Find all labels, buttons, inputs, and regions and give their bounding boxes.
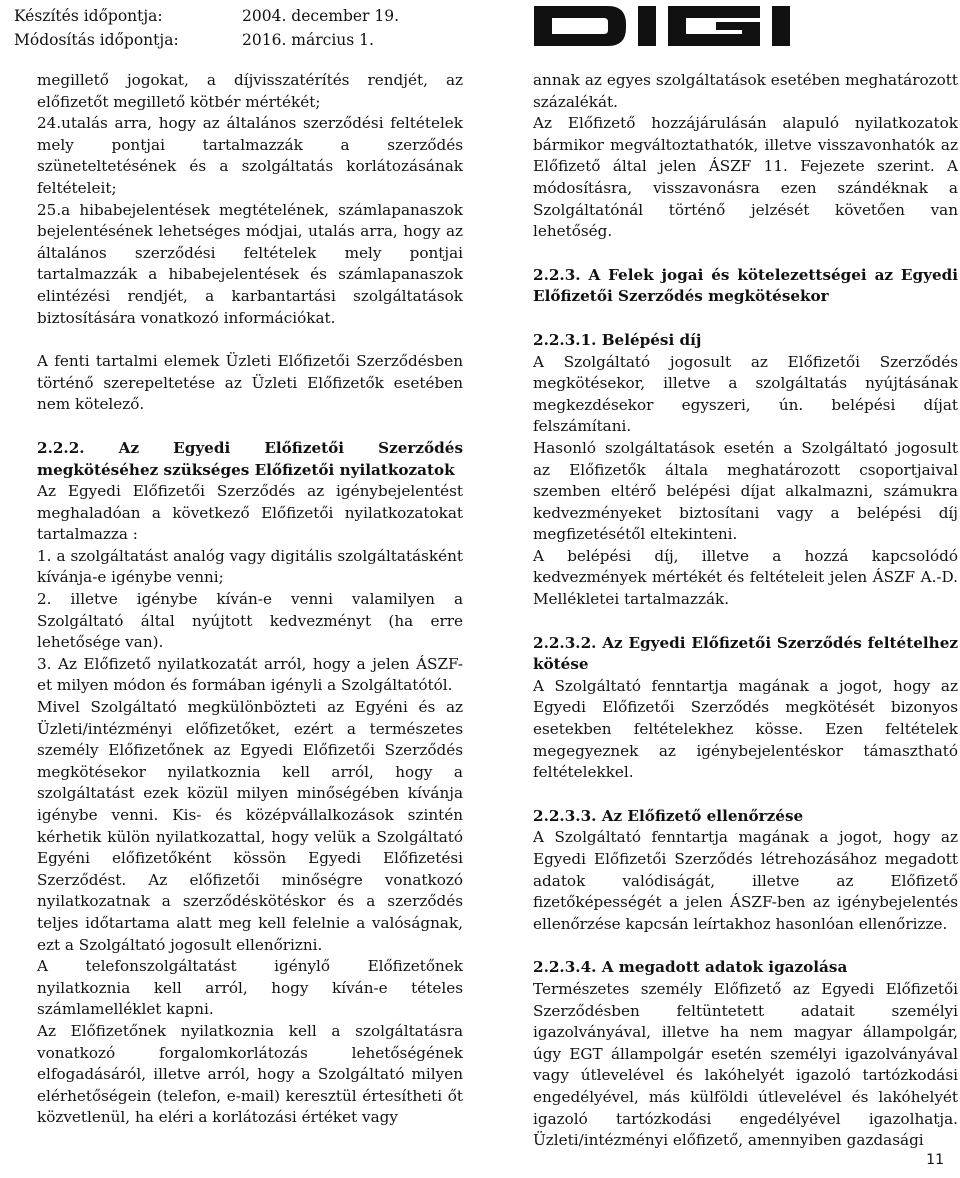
created-line (14, 6, 399, 26)
section-heading: 2.2.2. Az Egyedi Előfizetői Szerződés megkötéséhez szükséges Előfizetői nyilatkozatok (37, 438, 463, 479)
paragraph: A Szolgáltató fenntartja magának a jogot, hogy az Egyedi Előfizetői Szerződés megkötését bizonyos esetekben feltételekhez kösse. Ezen feltételek megegyeznek az igénybejelentéskor támasztható feltételekkel. (533, 676, 958, 782)
created-label: Készítés időpontja: (14, 7, 163, 25)
paragraph: Az Előfizető hozzájárulásán alapuló nyilatkozatok bármikor megváltoztathatók, illetve visszavonhatók az Előfizető által jelen ÁSZF 11. Fejezete szerint. A módosításra, visszavonásra ezen szándéknak a Szolgáltatónál történő jelzését követően van lehetőség. (533, 114, 958, 241)
paragraph: A fenti tartalmi elemek Üzleti Előfizetői Szerződésben történő szerepeltetése az Üzleti Előfizetők esetében nem kötelező. (37, 352, 463, 414)
list-item: 2. illetve igénybe kíván-e venni valamilyen a Szolgáltató által nyújtott kedvezményt (ha erre lehetősége van). (37, 590, 463, 652)
subsection-heading: 2.2.3.1. Belépési díj (533, 330, 702, 349)
paragraph: Az Egyedi Előfizetői Szerződés az igénybejelentést meghaladóan a következő Előfizetői nyilatkozatokat tartalmazza : (37, 482, 463, 544)
paragraph: A Szolgáltató fenntartja magának a jogot, hogy az Egyedi Előfizetői Szerződés létrehozásához megadott adatok valódiságát, illetve az Előfizető fizetőképességét a jelen ÁSZF-ben az igénybejelentés ellenőrzése kapcsán leírtakhoz hasonlóan ellenőrizze. (533, 828, 958, 933)
modified-label: Módosítás időpontja: (14, 31, 179, 49)
paragraph: A belépési díj, illetve a hozzá kapcsolódó kedvezmények mértékét és feltételeit jelen ÁSZF A.-D. Mellékletei tartalmazzák. (533, 546, 958, 609)
list-item: 24.utalás arra, hogy az általános szerződési feltételek mely pontjai tartalmazzák a szerződés szüneteltetésének és a szolgáltatás korlátozásának feltételeit; (37, 114, 463, 197)
paragraph: Természetes személy Előfizető az Egyedi Előfizetői Szerződésben feltüntetett adatait személyi igazolványával, illetve ha nem magyar állampolgár, úgy EGT állampolgár esetén személyi igazolványával vagy útlevelével és lakóhelyét igazoló tartózkodási engedélyével, más külföldi útlevelével és lakóhelyét igazoló tartózkodási engedélyével igazolhatja. Üzleti/intézményi előfizető, amennyiben gazdasági (533, 979, 958, 1150)
subsection-heading: 2.2.3.2. Az Egyedi Előfizetői Szerződés feltételhez kötése (533, 633, 958, 674)
subsection-heading: 2.2.3.4. A megadott adatok igazolása (533, 958, 848, 977)
paragraph: Hasonló szolgáltatások esetén a Szolgáltató jogosult az Előfizetők általa meghatározott csoportjaival szemben eltérő belépési díjat alkalmazni, számukra kedvezményeket biztosítani vagy a belépési díj megfizetésétől eltekinteni. (533, 438, 958, 544)
page-header (0, 0, 960, 58)
list-item: 1. a szolgáltatást analóg vagy digitális szolgáltatásként kívánja-e igénybe venni; (37, 546, 463, 587)
left-column (37, 70, 463, 1129)
paragraph: Mivel Szolgáltató megkülönbözteti az Egyéni és az Üzleti/intézményi előfizetőket, ezért a természetes személy Előfizetőnek az Egyedi Előfizetői Szerződés megkötésekor nyilatkoznia kell arról, hogy a szolgáltatást ezek közül milyen minőségében kívánja igénybe venni. Kis- és középvállalkozások szintén kérhetik külön nyilatkozattal, hogy velük a Szolgáltató Egyéni előfizetőként kössön Egyedi Előfizetési Szerződést. Az előfizetői minőségre vonatkozó nyilatkozatnak a szerződéskötéskor és a szerződés teljes időtartama alatt meg kell felelnie a valóságnak, ezt a Szolgáltató jogosult ellenőrizni. (37, 698, 463, 954)
paragraph: annak az egyes szolgáltatások esetében meghatározott százalékát. (533, 71, 958, 111)
section-heading: 2.2.3. A Felek jogai és kötelezettségei az Egyedi Előfizetői Szerződés megkötésekor (533, 265, 958, 306)
modified-line (14, 30, 374, 50)
digi-logo (530, 2, 830, 54)
paragraph: megillető jogokat, a díjvisszatérítés rendjét, az előfizetőt megillető kötbér mértékét; (37, 71, 463, 111)
right-column (533, 70, 958, 1152)
page-number: 11 (926, 1152, 944, 1168)
created-value: 2004. december 19. (242, 7, 400, 25)
paragraph: Az Előfizetőnek nyilatkoznia kell a szolgáltatásra vonatkozó forgalomkorlátozás lehetőségének elfogadásáról, illetve arról, hogy a Szolgáltató milyen elérhetőségein (telefon, e-mail) keresztül értesítheti őt közvetlenül, ha eléri a korlátozási értéket vagy (37, 1021, 463, 1127)
list-item: 25.a hibabejelentések megtételének, számlapanaszok bejelentésének lehetséges módjai, utalás arra, hogy az általános szerződési feltételek mely pontjai tartalmazzák a hibabejelentések és számlapanaszok elintézési rendjét, a karbantartási szolgáltatások biztosítására vonatkozó információkat. (37, 200, 463, 327)
subsection-heading: 2.2.3.3. Az Előfizető ellenőrzése (533, 806, 804, 825)
list-item: 3. Az Előfizető nyilatkozatát arról, hogy a jelen ÁSZF-et milyen módon és formában igényli a Szolgáltatótól. (37, 654, 463, 695)
paragraph: A telefonszolgáltatást igénylő Előfizetőnek nyilatkoznia kell arról, hogy kíván-e tételes számlamelléklet kapni. (37, 957, 463, 1019)
modified-value: 2016. március 1. (242, 31, 374, 49)
paragraph: A Szolgáltató jogosult az Előfizetői Szerződés megkötésekor, illetve a szolgáltatás nyújtásának megkezdésekor egyszeri, ún. belépési díjat felszámítani. (533, 352, 958, 436)
